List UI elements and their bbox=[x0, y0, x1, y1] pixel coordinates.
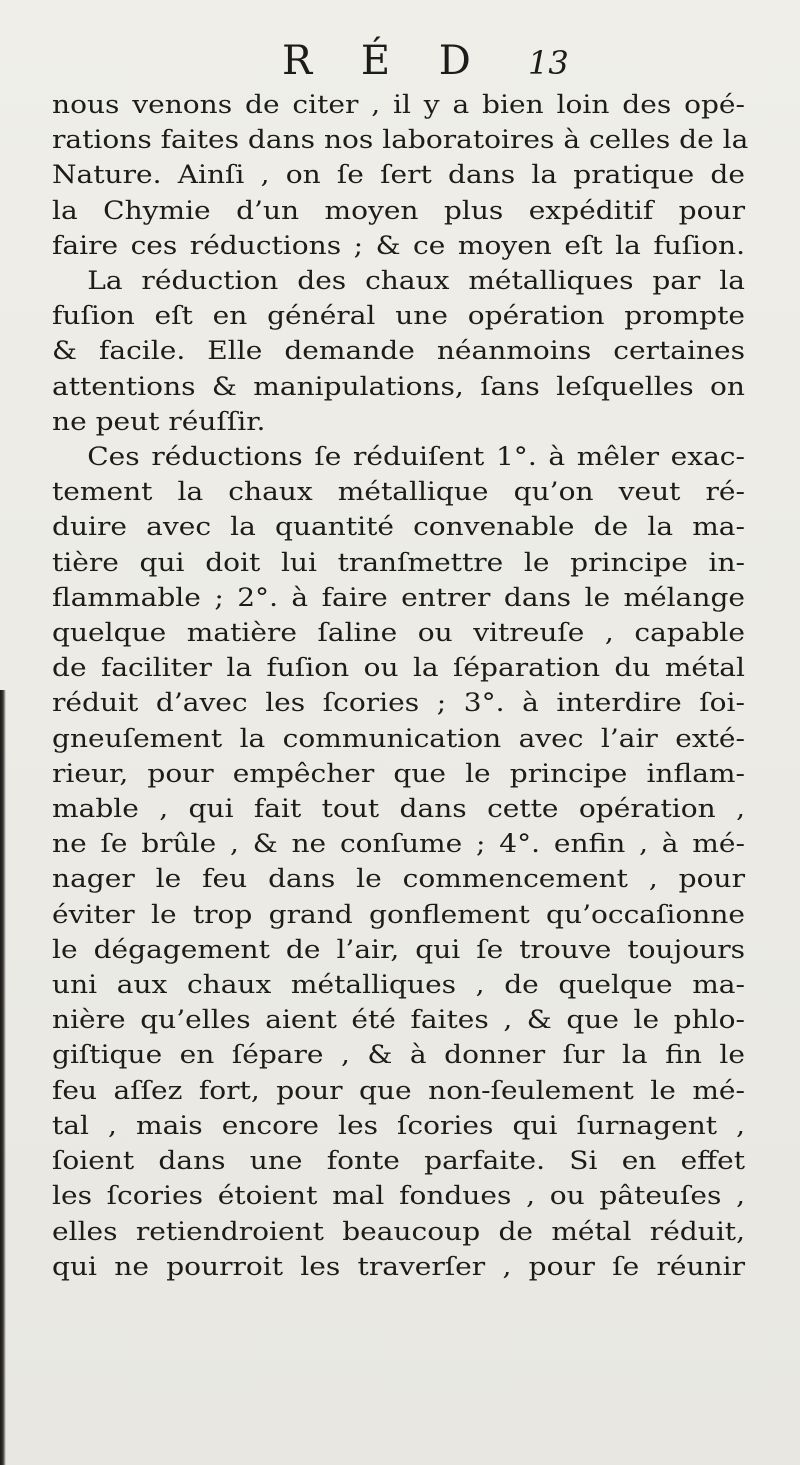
text-line: attentions & manipulations, ſans leſquelles on bbox=[52, 371, 745, 402]
text-line: éviter le trop grand gonflement qu’occaſionne bbox=[52, 899, 745, 930]
text-line: flammable ; 2°. à faire entrer dans le mélange bbox=[52, 582, 745, 613]
text-line: quelque matière ſaline ou vitreuſe , capable bbox=[52, 618, 745, 649]
text-line: ne ſe brûle , & ne conſume ; 4°. enfin , à mé- bbox=[52, 829, 745, 860]
text-line: Nature. Ainſi , on ſe ſert dans la pratique de bbox=[52, 160, 745, 191]
text-line: giſtique en ſépare , & à donner ſur la fin le bbox=[52, 1040, 745, 1071]
text-line: Ces réductions ſe réduiſent 1°. à mêler exac- bbox=[87, 442, 745, 473]
text-line: rations faites dans nos laboratoires à celles de la bbox=[52, 125, 749, 156]
text-line: uni aux chaux métalliques , de quelque ma- bbox=[52, 970, 745, 1001]
text-line: les ſcories étoient mal fondues , ou pâteuſes , bbox=[52, 1181, 745, 1212]
text-line: nager le feu dans le commencement , pour bbox=[52, 864, 745, 895]
running-header bbox=[0, 38, 800, 90]
text-line: la Chymie d’un moyen plus expéditif pour bbox=[52, 195, 745, 226]
text-line: feu aſſez fort, pour que non-ſeulement le mé- bbox=[52, 1075, 745, 1106]
text-line: de faciliter la fuſion ou la ſéparation du métal bbox=[52, 653, 745, 684]
text-line: gneuſement la communication avec l’air exté- bbox=[52, 723, 745, 754]
text-line: duire avec la quantité convenable de la ma- bbox=[52, 512, 745, 543]
text-line: ne peut réuſſir. bbox=[52, 406, 266, 437]
text-line: tal , mais encore les ſcories qui ſurnagent , bbox=[52, 1110, 745, 1141]
text-line: faire ces réductions ; & ce moyen eſt la fuſion. bbox=[52, 230, 745, 261]
text-line: tement la chaux métallique qu’on veut ré- bbox=[52, 477, 745, 508]
text-line: rieur, pour empêcher que le principe inflam- bbox=[52, 758, 745, 789]
text-line: elles retiendroient beaucoup de métal réduit, bbox=[52, 1216, 745, 1247]
text-line: qui ne pourroit les traverſer , pour ſe réunir bbox=[52, 1251, 745, 1282]
body-text bbox=[52, 88, 749, 1285]
binding-shadow bbox=[0, 690, 6, 1465]
text-line: fuſion eſt en général une opération prompte bbox=[52, 301, 745, 332]
text-line: nière qu’elles aient été faites , & que le phlo- bbox=[52, 1005, 745, 1036]
text-line: mable , qui fait tout dans cette opération , bbox=[52, 794, 745, 825]
text-line: réduit d’avec les ſcories ; 3°. à interdire ſoi- bbox=[52, 688, 745, 719]
text-line: La réduction des chaux métalliques par la bbox=[87, 266, 745, 297]
text-line: ſoient dans une fonte parfaite. Si en effet bbox=[52, 1146, 745, 1177]
text-line: tière qui doit lui tranſmettre le principe in- bbox=[52, 547, 745, 578]
text-line: & facile. Elle demande néanmoins certaines bbox=[52, 336, 745, 367]
text-line: nous venons de citer , il y a bien loin des opé- bbox=[52, 90, 745, 120]
text-line: le dégagement de l’air, qui ſe trouve toujours bbox=[52, 934, 745, 965]
page-number: 13 bbox=[528, 44, 569, 82]
header-title: R É D bbox=[282, 38, 489, 84]
